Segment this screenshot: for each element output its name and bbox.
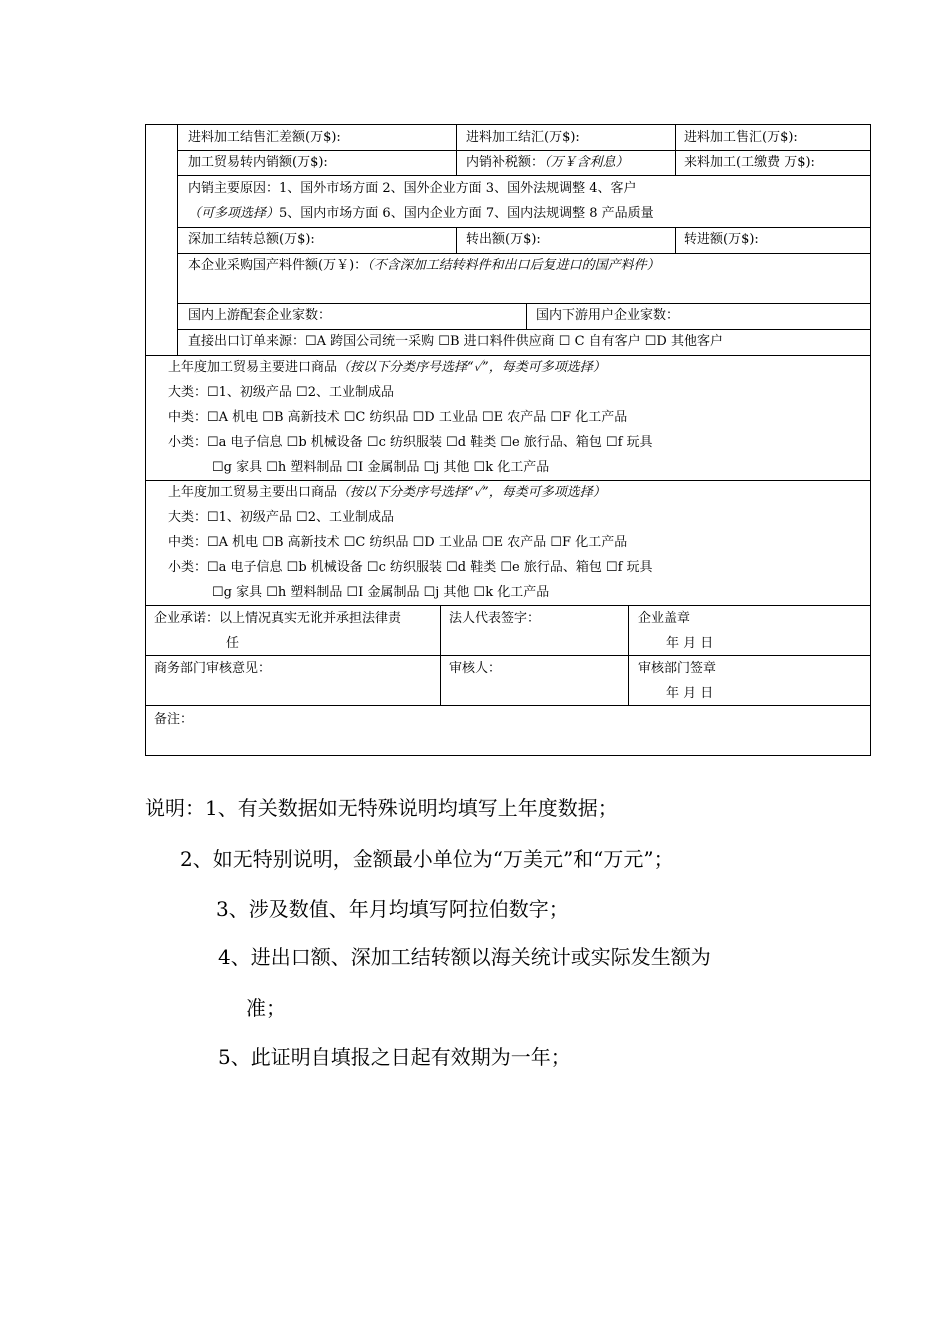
note-4-cont: 准； (246, 996, 286, 1020)
export-small-category-2: ☐g 家具 ☐h 塑料制品 ☐I 金属制品 ☐j 其他 ☐k 化工产品 (212, 585, 550, 600)
domestic-reasons-line1: 内销主要原因：1、国外市场方面 2、国外企业方面 3、国外法规调整 4、客户 (188, 181, 637, 196)
remark-label: 备注： (154, 712, 194, 727)
row-divider (177, 175, 871, 176)
tax-supplement-label: 内销补税额：（万￥含利息） (466, 155, 629, 170)
note-4: 4、进出口额、深加工结转额以海关统计或实际发生额为 (218, 945, 711, 969)
import-small-category-1: 小类：☐a 电子信息 ☐b 机械设备 ☐c 纺织服装 ☐d 鞋类 ☐e 旅行品、箱包 ☐f 玩具 (168, 435, 653, 450)
transfer-in-label: 转进额(万$): (684, 232, 759, 247)
cell-divider (440, 605, 441, 705)
reviewer-label: 审核人： (449, 661, 502, 676)
domestic-reasons-line2: （可多项选择）5、国内市场方面 6、国内企业方面 7、国内法规调整 8 产品质量 (188, 206, 654, 221)
section-divider (146, 355, 871, 356)
commitment-text-cont: 任 (226, 636, 240, 651)
row-divider (177, 329, 871, 330)
transfer-out-label: 转出额(万$): (466, 232, 541, 247)
import-small-category-2: ☐g 家具 ☐h 塑料制品 ☐I 金属制品 ☐j 其他 ☐k 化工产品 (212, 460, 550, 475)
note-1: 说明：1、有关数据如无特殊说明均填写上年度数据； (145, 796, 618, 820)
row-divider (177, 150, 871, 151)
deep-processing-total-label: 深加工结转总额(万$): (188, 232, 315, 247)
section-divider (146, 480, 871, 481)
note-5: 5、此证明自填报之日起有效期为一年； (218, 1045, 571, 1069)
cell-divider (628, 605, 629, 705)
import-mid-category: 中类：☐A 机电 ☐B 高新技术 ☐C 纺织品 ☐D 工业品 ☐E 农产品 ☐F 化工产品 (168, 410, 628, 425)
note-2: 2、如无特别说明，金额最小单位为“万美元”和“万元”； (180, 847, 674, 871)
section-divider (146, 655, 871, 656)
legal-rep-signature-label: 法人代表签字： (449, 611, 541, 626)
cell-divider (456, 227, 457, 253)
company-seal-date: 年 月 日 (666, 636, 714, 651)
company-seal-label: 企业盖章 (638, 611, 691, 626)
note-3: 3、涉及数值、年月均填写阿拉伯数字； (216, 897, 569, 921)
section-divider (146, 705, 871, 706)
review-dept-seal-date: 年 月 日 (666, 686, 714, 701)
commitment-text: 企业承诺：以上情况真实无讹并承担法律责 (154, 611, 402, 626)
domestic-purchase-label: 本企业采购国产料件额(万￥)：（不含深加工结转料件和出口后复进口的国产料件） (188, 258, 660, 273)
export-mid-category: 中类：☐A 机电 ☐B 高新技术 ☐C 纺织品 ☐D 工业品 ☐E 农产品 ☐F 化工产品 (168, 535, 628, 550)
cell-divider (526, 303, 527, 329)
cell-divider (675, 227, 676, 253)
domestic-sales-label: 加工贸易转内销额(万$): (188, 155, 328, 170)
settlement-inflow-label: 进料加工结汇(万$): (466, 130, 580, 145)
export-section-title: 上年度加工贸易主要出口商品（按以下分类序号选择“✓”，每类可多项选择） (168, 485, 606, 500)
row-divider (177, 253, 871, 254)
commerce-review-label: 商务部门审核意见： (154, 661, 272, 676)
cell-divider (675, 125, 676, 175)
export-big-category: 大类：☐1、初级产品 ☐2、工业制成品 (168, 510, 394, 525)
downstream-count-label: 国内下游用户企业家数： (536, 308, 680, 323)
cell-divider (456, 125, 457, 175)
upstream-count-label: 国内上游配套企业家数： (188, 308, 332, 323)
left-column-divider (177, 125, 178, 355)
settlement-outflow-label: 进料加工售汇(万$): (684, 130, 798, 145)
review-dept-seal-label: 审核部门签章 (638, 661, 717, 676)
declaration-form-table (145, 124, 871, 756)
order-source-options: 直接出口订单来源：☐A 跨国公司统一采购 ☐B 进口料件供应商 ☐ C 自有客户 ☐D 其他客户 (188, 334, 723, 349)
row-divider (177, 303, 871, 304)
export-small-category-1: 小类：☐a 电子信息 ☐b 机械设备 ☐c 纺织服装 ☐d 鞋类 ☐e 旅行品、箱包 ☐f 玩具 (168, 560, 653, 575)
row-divider (177, 227, 871, 228)
processing-fee-label: 来料加工(工缴费 万$): (684, 155, 815, 170)
import-section-title: 上年度加工贸易主要进口商品（按以下分类序号选择“✓”，每类可多项选择） (168, 360, 606, 375)
settlement-diff-label: 进料加工结售汇差额(万$): (188, 130, 341, 145)
import-big-category: 大类：☐1、初级产品 ☐2、工业制成品 (168, 385, 394, 400)
section-divider (146, 605, 871, 606)
